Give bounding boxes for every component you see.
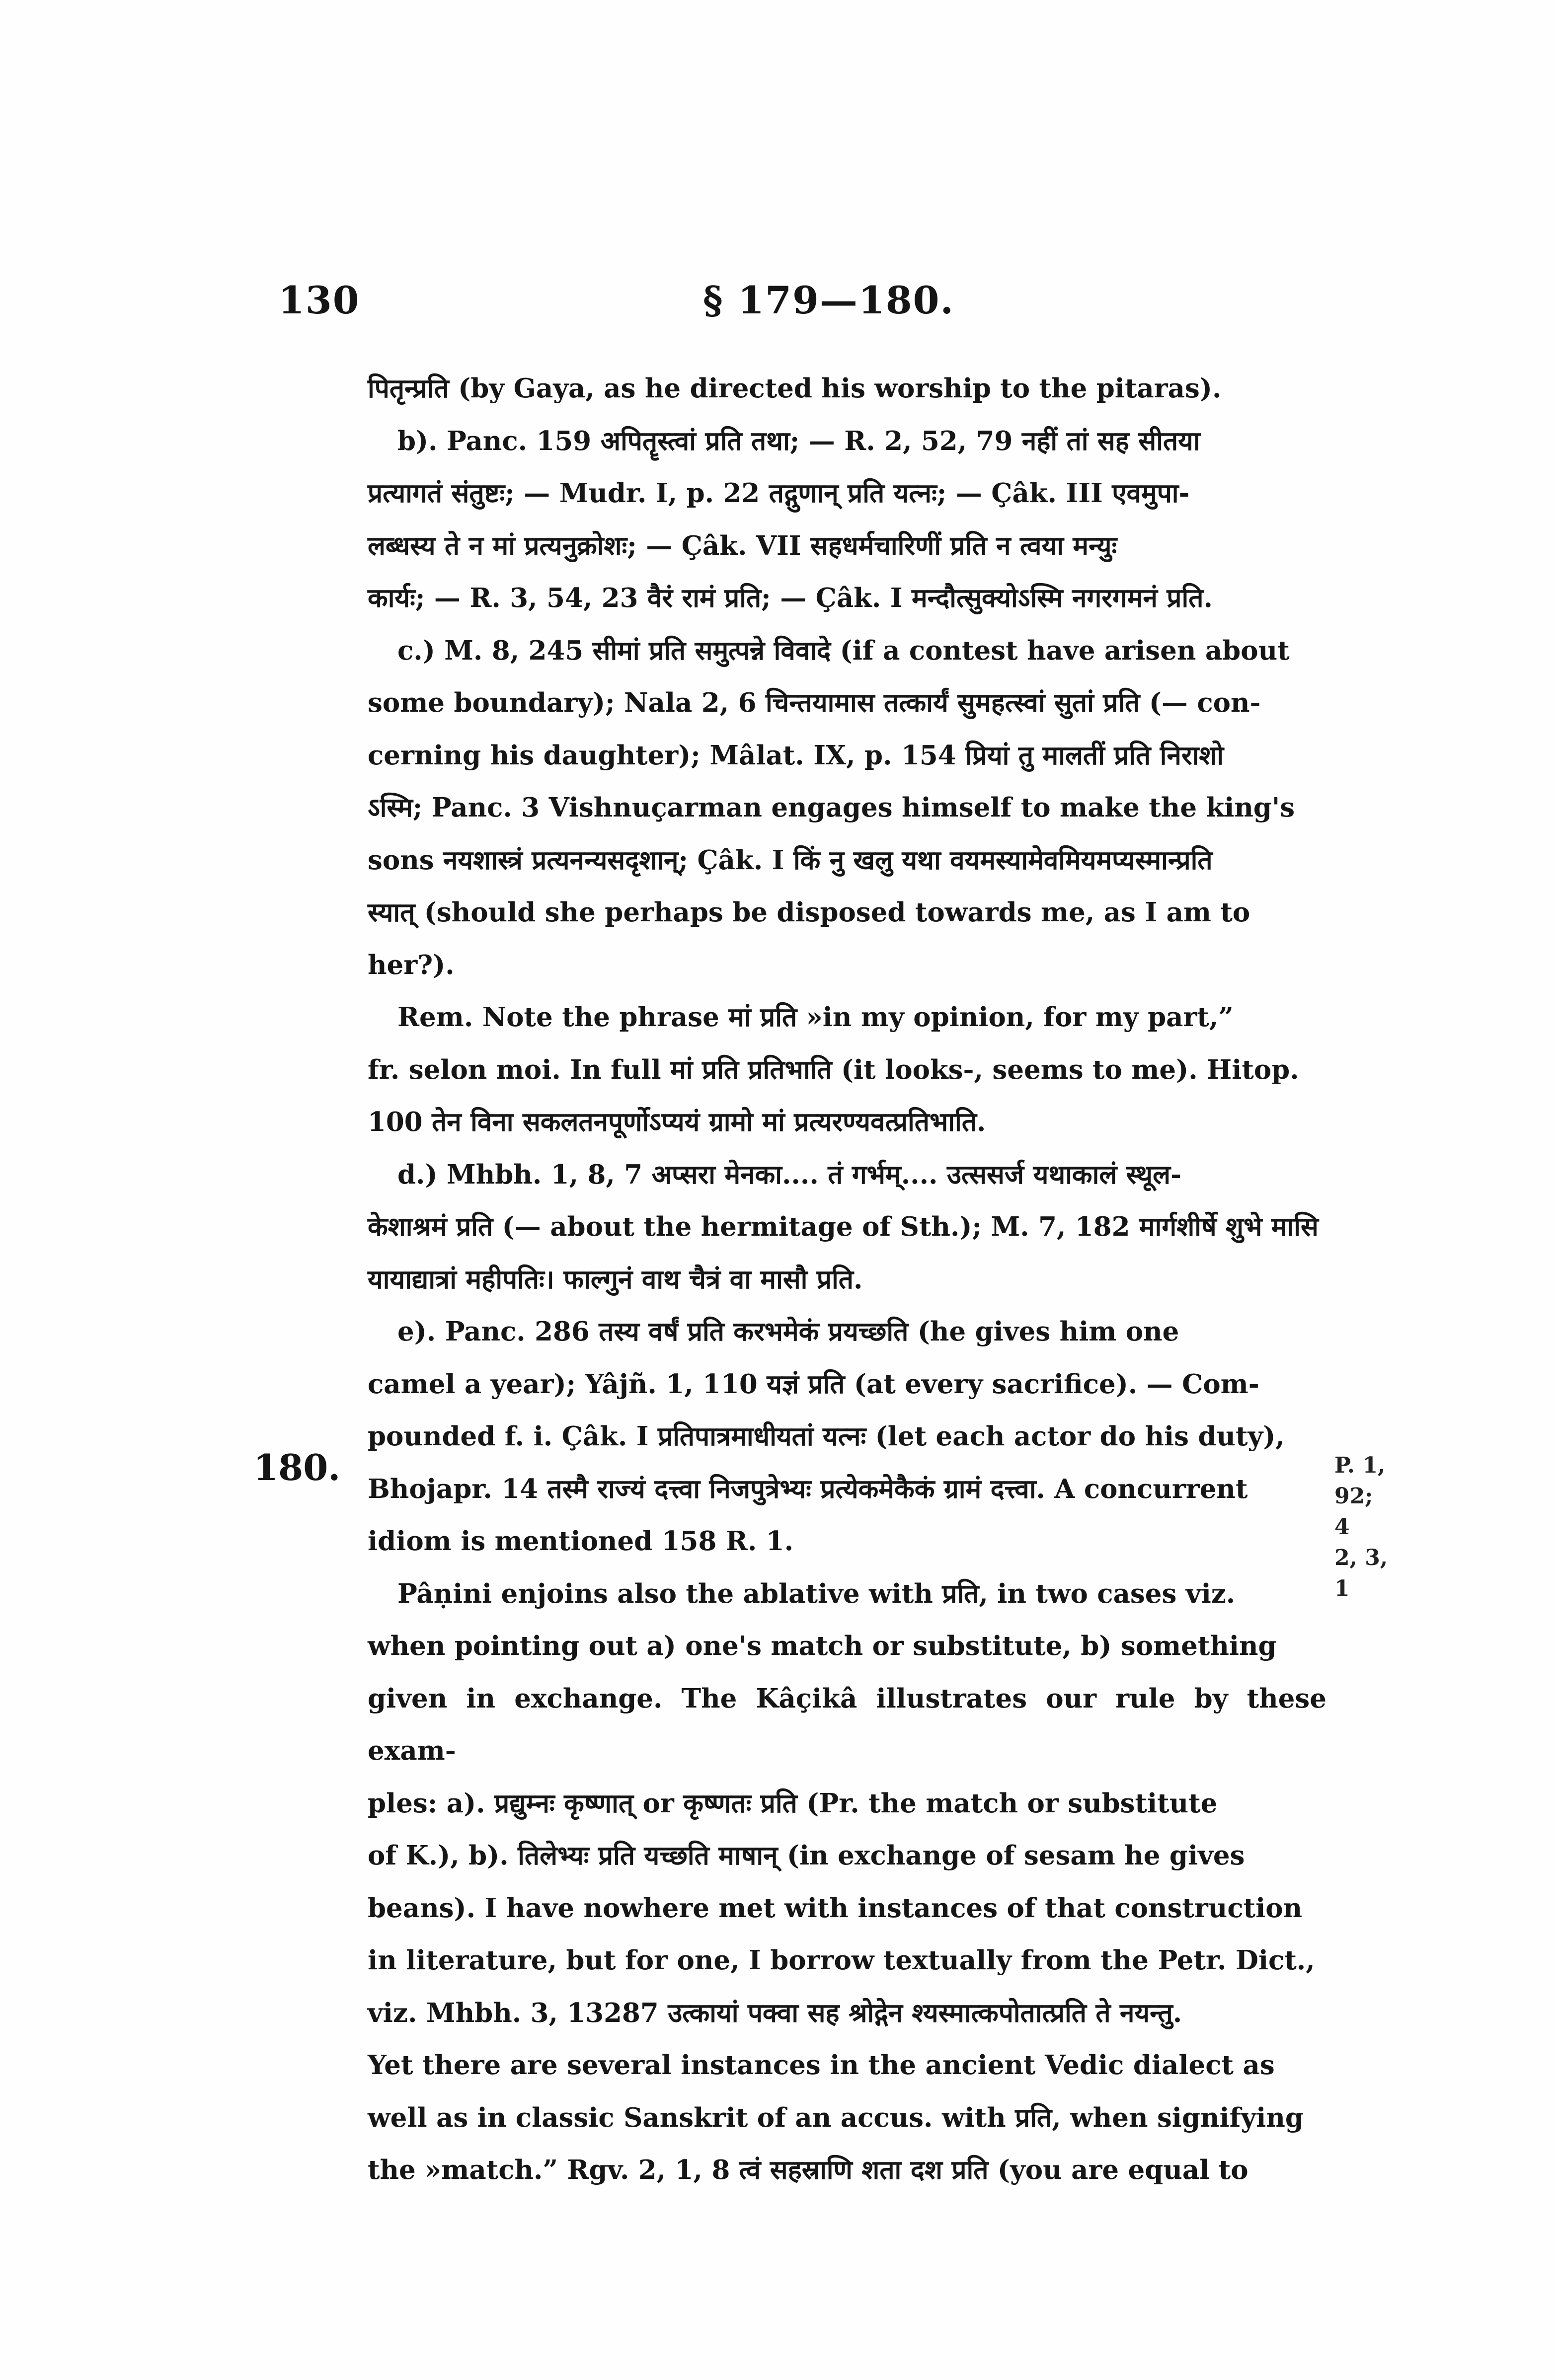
text-line: given in exchange. The Kâçikâ illustrates our rule by these exam- — [368, 1683, 1326, 1766]
text-line: viz. Mhbh. 3, 13287 उत्कायां पक्वा सह श्रोद्गेन श्यस्मात्कपोतात्प्रति ते नयन्तु. — [368, 1997, 1182, 2028]
text-line: b). Panc. 159 अपितॄस्त्वां प्रति तथा; — R. 2, 52, 79 नहीं तां सह सीतया — [397, 425, 1200, 456]
page-header — [278, 278, 1322, 333]
text-line: beans). I have nowhere met with instances of that construction — [368, 1892, 1303, 1924]
margin-ref-line: P. 1, — [1334, 1453, 1386, 1478]
text-line: sons नयशास्त्रं प्रत्यनन्यसदृशान्; Çâk. I किं नु खलु यथा वयमस्यामेवमियमप्यस्मान्प्रति — [368, 844, 1213, 876]
text-line: cerning his daughter); Mâlat. IX, p. 154 प्रियां तु मालतीं प्रति निराशो — [368, 740, 1224, 771]
text-line: pounded f. i. Çâk. I प्रतिपात्रमाधीयतां यत्नः (let each actor do his duty), — [368, 1421, 1285, 1452]
text-line: the »match.” Rgv. 2, 1, 8 त्वं सहस्राणि शता दश प्रति (you are equal to — [368, 2155, 1248, 2185]
text-line: some boundary); Nala 2, 6 चिन्तयामास तत्कार्यं सुमहत्स्वां सुतां प्रति (— con- — [368, 687, 1261, 718]
text-line: Pâṇini enjoins also the ablative with प्रति, in two cases viz. — [397, 1578, 1236, 1609]
text-line: when pointing out a) one's match or substitute, b) something — [368, 1631, 1277, 1661]
text-line: ples: a). प्रद्युम्नः कृष्णात् or कृष्णतः प्रति (Pr. the match or substitute — [368, 1787, 1218, 1819]
page-number: 130 — [278, 278, 360, 322]
text-line: प्रत्यागतं संतुष्टः; — Mudr. I, p. 22 तद्गुणान् प्रति यत्नः; — Çâk. III एवमुपा- — [368, 478, 1190, 509]
text-line: well as in classic Sanskrit of an accus. with प्रति, when signifying — [368, 2102, 1304, 2133]
text-line: स्यात् (should she perhaps be disposed towards me, as I am to — [368, 897, 1250, 928]
text-line: लब्धस्य ते न मां प्रत्यनुक्रोशः; — Çâk. VII सहधर्मचारिणीं प्रति न त्वया मन्युः — [368, 530, 1117, 561]
margin-reference — [1334, 1450, 1394, 1604]
body-text — [368, 363, 1326, 2197]
remark-line: Rem. Note the phrase मां प्रति »in my opinion, for my part,” — [397, 1002, 1234, 1033]
remark-line: 100 तेन विना सकलतनपूर्णोऽप्ययं ग्रामो मां प्रत्यरण्यवत्प्रतिभाति. — [368, 1107, 986, 1137]
margin-ref-line: 2, 3, 1 — [1334, 1545, 1388, 1601]
text-line: केशाश्रमं प्रति (— about the hermitage of Sth.); M. 7, 182 मार्गशीर्षे शुभे मासि — [368, 1211, 1319, 1242]
text-line: ऽस्मि; Panc. 3 Vishnuçarman engages himself to make the king's — [368, 792, 1295, 823]
text-line: यायाद्यात्रां महीपतिः। फाल्गुनं वाथ चैत्रं वा मासौ प्रति. — [368, 1264, 863, 1295]
text-line: Yet there are several instances in the ancient Vedic dialect as — [368, 2050, 1275, 2081]
text-line: पितृन्प्रति (by Gaya, as he directed his worship to the pitaras). — [368, 373, 1222, 404]
remark-line: fr. selon moi. In full मां प्रति प्रतिभाति (it looks-, seems to me). Hitop. — [368, 1054, 1299, 1085]
text-line: Bhojapr. 14 तस्मै राज्यं दत्त्वा निजपुत्रेभ्यः प्रत्येकमेकैकं ग्रामं दत्त्वा. A concurrent — [368, 1473, 1248, 1504]
text-line: d.) Mhbh. 1, 8, 7 अप्सरा मेनका.... तं गर्भम्.... उत्ससर्ज यथाकालं स्थूल- — [397, 1159, 1182, 1190]
text-line: कार्यः; — R. 3, 54, 23 वैरं रामं प्रति; — Çâk. I मन्दौत्सुक्योऽस्मि नगरगमनं प्रति. — [368, 583, 1213, 613]
text-line: c.) M. 8, 245 सीमां प्रति समुत्पन्ने विवादे (if a contest have arisen about — [397, 635, 1290, 666]
text-line: e). Panc. 286 तस्य वर्षं प्रति करभमेकं प्रयच्छति (he gives him one — [397, 1316, 1179, 1347]
text-line: of K.), b). तिलेभ्यः प्रति यच्छति माषान् (in exchange of sesam he gives — [368, 1840, 1245, 1871]
margin-ref-line: 92; 4 — [1334, 1484, 1373, 1540]
text-line: in literature, but for one, I borrow textually from the Petr. Dict., — [368, 1945, 1315, 1976]
running-head: § 179—180. — [703, 278, 954, 322]
section-number: 180. — [253, 1446, 341, 1488]
text-line: her?). — [368, 949, 455, 980]
text-line: camel a year); Yâjñ. 1, 110 यज्ञं प्रति (at every sacrifice). — Com- — [368, 1368, 1259, 1400]
text-line: idiom is mentioned 158 R. 1. — [368, 1526, 794, 1557]
